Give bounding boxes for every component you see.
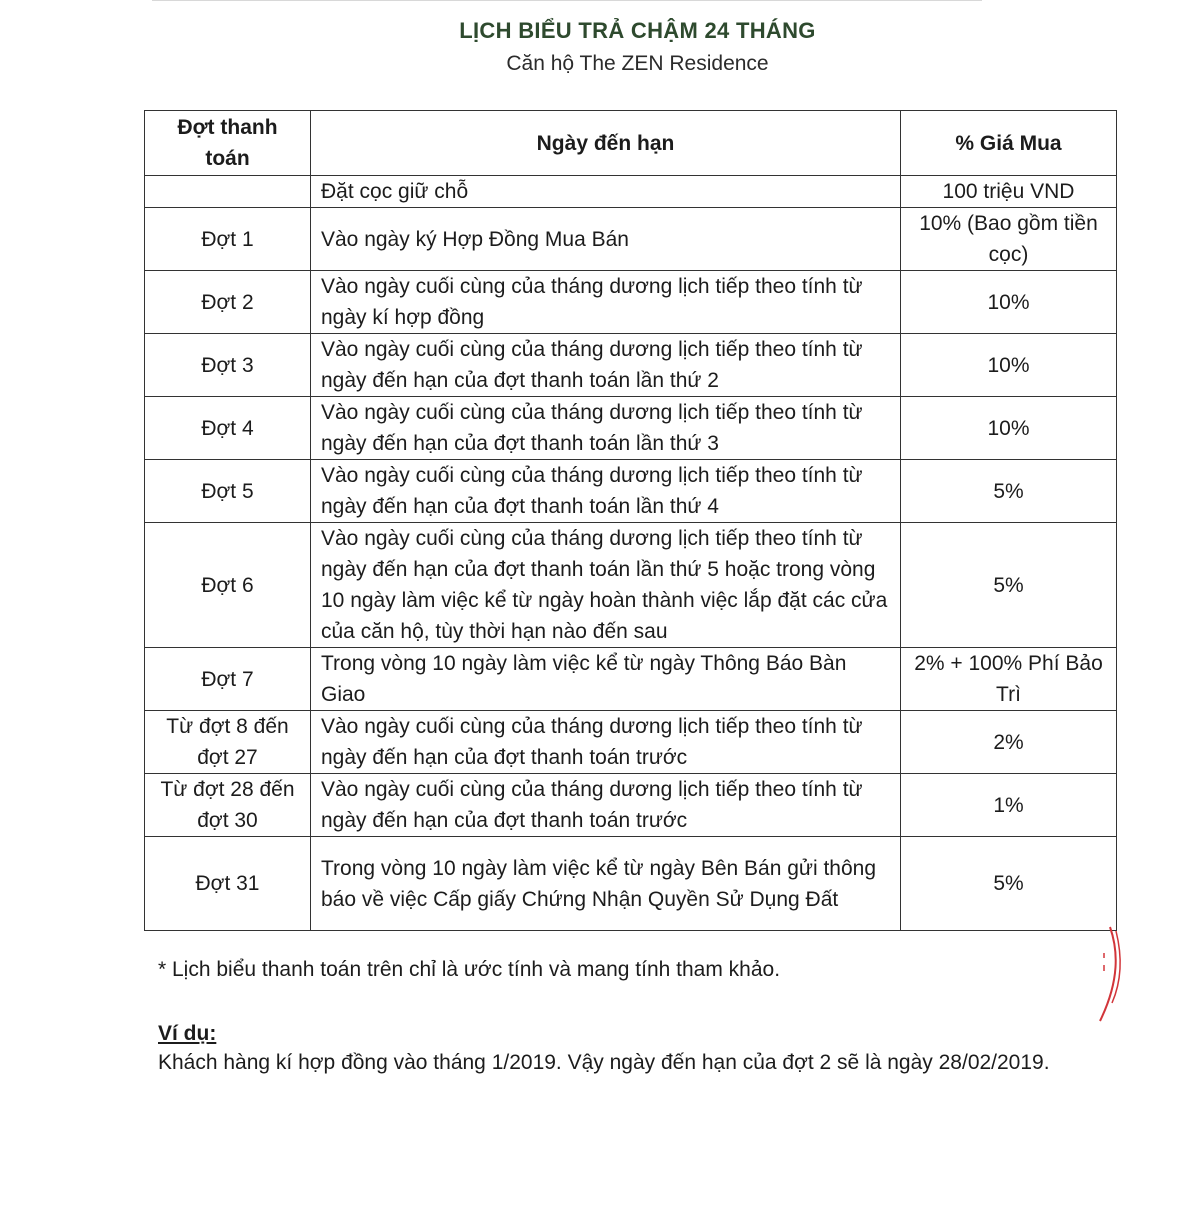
due-cell: Trong vòng 10 ngày làm việc kể từ ngày Thông Báo Bàn Giao [311, 648, 901, 711]
percent-cell: 5% [901, 523, 1117, 648]
due-cell: Vào ngày cuối cùng của tháng dương lịch tiếp theo tính từ ngày đến hạn của đợt thanh toán trước [311, 774, 901, 837]
due-cell: Vào ngày cuối cùng của tháng dương lịch tiếp theo tính từ ngày đến hạn của đợt thanh toán lần thứ 4 [311, 460, 901, 523]
period-cell: Đợt 1 [145, 208, 311, 271]
percent-cell: 5% [901, 837, 1117, 931]
top-divider [152, 0, 982, 1]
percent-cell: 5% [901, 460, 1117, 523]
period-cell: Đợt 4 [145, 397, 311, 460]
table-row [145, 774, 1117, 837]
page-subtitle: Căn hộ The ZEN Residence [506, 52, 769, 75]
due-cell: Đặt cọc giữ chỗ [311, 176, 901, 208]
percent-cell: 2% + 100% Phí Bảo Trì [901, 648, 1117, 711]
red-stamp-mark [1092, 925, 1132, 1025]
table-row [145, 334, 1117, 397]
percent-cell: 10% [901, 334, 1117, 397]
header-percent: % Giá Mua [901, 111, 1117, 176]
period-cell: Đợt 6 [145, 523, 311, 648]
period-cell: Từ đợt 28 đến đợt 30 [145, 774, 311, 837]
disclaimer-note: * Lịch biểu thanh toán trên chỉ là ước tính và mang tính tham khảo. [158, 958, 781, 981]
table-row [145, 648, 1117, 711]
period-cell: Đợt 31 [145, 837, 311, 931]
percent-cell: 10% (Bao gồm tiền cọc) [901, 208, 1117, 271]
due-cell: Vào ngày ký Hợp Đồng Mua Bán [311, 208, 901, 271]
payment-schedule-table [144, 110, 1117, 931]
due-cell: Vào ngày cuối cùng của tháng dương lịch tiếp theo tính từ ngày kí hợp đồng [311, 271, 901, 334]
period-cell: Đợt 7 [145, 648, 311, 711]
period-cell: Từ đợt 8 đến đợt 27 [145, 711, 311, 774]
header-due-date: Ngày đến hạn [311, 111, 901, 176]
period-cell: Đợt 3 [145, 334, 311, 397]
table-row [145, 176, 1117, 208]
table-row [145, 271, 1117, 334]
due-cell: Trong vòng 10 ngày làm việc kể từ ngày Bên Bán gửi thông báo về việc Cấp giấy Chứng Nhận Quyền Sử Dụng Đất [311, 837, 901, 931]
percent-cell: 100 triệu VND [901, 176, 1117, 208]
header-period: Đợt thanh toán [145, 111, 311, 176]
table-row [145, 523, 1117, 648]
period-cell: Đợt 5 [145, 460, 311, 523]
page-title: LỊCH BIỂU TRẢ CHẬM 24 THÁNG [459, 18, 816, 43]
due-cell: Vào ngày cuối cùng của tháng dương lịch tiếp theo tính từ ngày đến hạn của đợt thanh toán lần thứ 5 hoặc trong vòng 10 ngày làm việc kể từ ngày hoàn thành việc lắp đặt các cửa của căn hộ, tùy thời hạn nào đến sau [311, 523, 901, 648]
example-heading: Ví dụ: [158, 1022, 217, 1045]
table-row [145, 397, 1117, 460]
percent-cell: 10% [901, 271, 1117, 334]
due-cell: Vào ngày cuối cùng của tháng dương lịch tiếp theo tính từ ngày đến hạn của đợt thanh toán lần thứ 3 [311, 397, 901, 460]
due-cell: Vào ngày cuối cùng của tháng dương lịch tiếp theo tính từ ngày đến hạn của đợt thanh toán lần thứ 2 [311, 334, 901, 397]
percent-cell: 10% [901, 397, 1117, 460]
period-cell [145, 176, 311, 208]
example-text: Khách hàng kí hợp đồng vào tháng 1/2019. Vậy ngày đến hạn của đợt 2 sẽ là ngày 28/02/2019. [158, 1051, 1050, 1074]
percent-cell: 2% [901, 711, 1117, 774]
table-row [145, 711, 1117, 774]
period-cell: Đợt 2 [145, 271, 311, 334]
due-cell: Vào ngày cuối cùng của tháng dương lịch tiếp theo tính từ ngày đến hạn của đợt thanh toán trước [311, 711, 901, 774]
percent-cell: 1% [901, 774, 1117, 837]
table-row [145, 837, 1117, 931]
table-row [145, 208, 1117, 271]
table-row [145, 460, 1117, 523]
table-header-row [145, 111, 1117, 176]
